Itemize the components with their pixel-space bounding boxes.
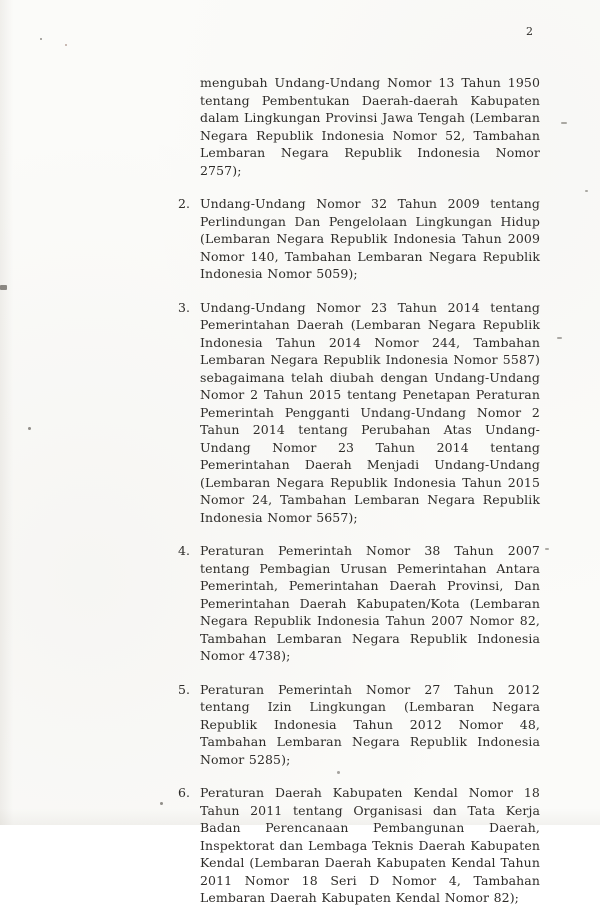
- scan-speckle: [28, 427, 31, 430]
- scan-speckle: [545, 548, 549, 550]
- list-item-number: 2.: [178, 196, 191, 211]
- scan-speckle: [40, 38, 42, 40]
- list-item-6: [178, 784, 540, 907]
- list-item-text: Peraturan Daerah Kabupaten Kendal Nomor 18 Tahun 2011 tentang Organisasi dan Tata Kerja Badan Perencanaan Pembangunan Daerah, Inspektorat dan Lembaga Teknis Daerah Kabupaten Kendal (Lembaran Daerah Kabupaten Kendal Tahun 2011 Nomor 18 Seri D Nomor 4, Tambahan Lembaran Daerah Kabupaten Kendal Nomor 82);: [200, 785, 540, 905]
- list-item-1-continuation-text: mengubah Undang-Undang Nomor 13 Tahun 1950 tentang Pembentukan Daerah-daerah Kabupaten dalam Lingkungan Provinsi Jawa Tengah (Lembaran Negara Republik Indonesia Nomor 52, Tambahan Lembaran Negara Republik Indonesia Nomor 2757);: [200, 75, 540, 178]
- scan-speckle: [557, 337, 562, 339]
- list-item-text: Peraturan Pemerintah Nomor 38 Tahun 2007 tentang Pembagian Urusan Pemerintahan Antara Pemerintah, Pemerintahan Daerah Provinsi, Dan Pemerintahan Daerah Kabupaten/Kota (Lembaran Negara Republik Indonesia Tahun 2007 Nomor 82, Tambahan Lembaran Negara Republik Indonesia Nomor 4738);: [200, 543, 540, 663]
- list-item-3: [178, 299, 540, 527]
- list-item-number: 4.: [178, 543, 191, 558]
- list-item-text: Undang-Undang Nomor 23 Tahun 2014 tentang Pemerintahan Daerah (Lembaran Negara Republik Indonesia Tahun 2014 Nomor 244, Tambahan Lembaran Negara Republik Indonesia Nomor 5587) sebagaimana telah diubah dengan Undang-Undang Nomor 2 Tahun 2015 tentang Penetapan Peraturan Pemerintah Pengganti Undang-Undang Nomor 2 Tahun 2014 tentang Perubahan Atas Undang-Undang Nomor 23 Tahun 2014 tentang Pemerintahan Daerah Menjadi Undang-Undang (Lembaran Negara Republik Indonesia Tahun 2015 Nomor 24, Tambahan Lembaran Negara Republik Indonesia Nomor 5657);: [200, 299, 540, 525]
- scan-speckle: [561, 122, 567, 124]
- scan-speckle: [160, 802, 163, 805]
- list-item-text: Peraturan Pemerintah Nomor 27 Tahun 2012 tentang Izin Lingkungan (Lembaran Negara Republik Indonesia Tahun 2012 Nomor 48, Tambahan Lembaran Negara Republik Indonesia Nomor 5285);: [200, 681, 540, 767]
- scan-speckle: [65, 44, 67, 46]
- scan-speckle: [337, 771, 340, 774]
- list-item-text: Undang-Undang Nomor 32 Tahun 2009 tentang Perlindungan Dan Pengelolaan Lingkungan Hidup (Lembaran Negara Republik Indonesia Tahun 2009 Nomor 140, Tambahan Lembaran Negara Republik Indonesia Nomor 5059);: [200, 196, 540, 281]
- list-item-number: 3.: [178, 299, 191, 315]
- list-item-5: [178, 681, 540, 769]
- list-item-number: 6.: [178, 785, 191, 800]
- scan-speckle: [585, 190, 588, 192]
- list-item-number: 5.: [178, 681, 191, 697]
- page-number: 2: [526, 25, 534, 38]
- legal-basis-list: [178, 74, 540, 923]
- list-item-2: [178, 195, 540, 283]
- list-item-4: [178, 542, 540, 665]
- scan-speckle: [0, 285, 7, 290]
